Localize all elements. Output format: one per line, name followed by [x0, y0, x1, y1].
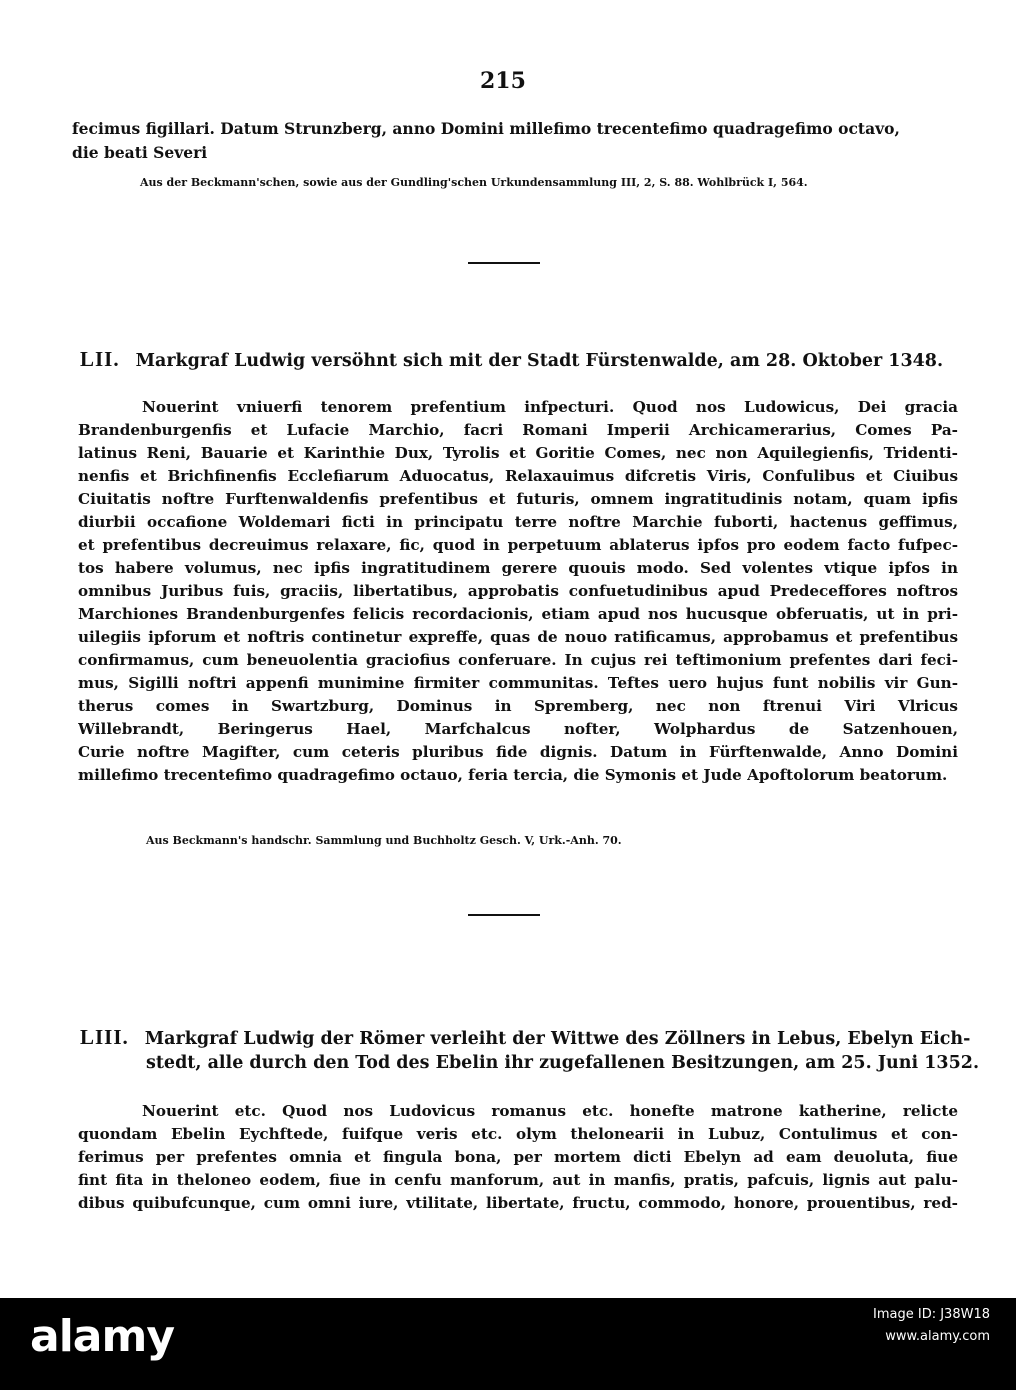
text-line: omnibus Juribus fuis, graciis, libertatibus, approbatis confuetudinibus apud Predeceffores noftros [78, 582, 958, 600]
section-liii-body [78, 1100, 958, 1215]
text-line: diurbii occafione Woldemari ficti in principatu terre noftre Marchie fuborti, hactenus geffimus, [78, 513, 958, 531]
divider-rule [468, 262, 540, 264]
text-line: millefimo trecentefimo quadragefimo octauo, feria tercia, die Symonis et Jude Apoftolorum beatorum. [78, 766, 948, 784]
top-text-line-2: die beati Severi [72, 143, 208, 162]
text-line: fint fita in theloneo eodem, fiue in cenfu manforum, aut in manfis, pratis, pafcuis, lignis aut palu- [78, 1171, 958, 1189]
section-lii-title: Markgraf Ludwig versöhnt sich mit der Stadt Fürstenwalde, am 28. Oktober 1348. [135, 351, 944, 371]
top-text-line-1: fecimus figillari. Datum Strunzberg, anno Domini millefimo trecentefimo quadragefimo octavo, [72, 119, 900, 138]
section-liii-number: LIII. [80, 1025, 129, 1049]
text-line: Curie noftre Magifter, cum ceteris pluribus fide dignis. Datum in Fürftenwalde, Anno Domini [78, 743, 958, 761]
text-line: nenfis et Brichfinenfis Ecclefiarum Aduocatus, Relaxauimus difcretis Viris, Confulibus et Ciuibus [78, 467, 958, 485]
section-lii-body [78, 396, 958, 787]
text-line: Ciuitatis noftre Furftenwaldenfis prefentibus et futuris, omnem ingratitudinis notam, quam ipfis [78, 490, 958, 508]
section-lii-number: LII. [80, 347, 120, 371]
text-line: Marchiones Brandenburgenfes felicis recordacionis, etiam apud nos hucusque obferuatis, ut in pri- [78, 605, 958, 623]
text-line: Nouerint vniuerfi tenorem prefentium infpecturi. Quod nos Ludowicus, Dei gracia [142, 398, 958, 416]
text-line: ferimus per prefentes omnia et fingula bona, per mortem dicti Ebelyn ad eam deuoluta, fiue [78, 1148, 958, 1166]
section-lii-source-note: Aus Beckmann's handschr. Sammlung und Buchholtz Gesch. V, Urk.-Anh. 70. [146, 834, 622, 847]
text-line: mus, Sigilli noftri appenfi munimine firmiter communitas. Teftes uero hujus funt nobilis vir Gun- [78, 674, 958, 692]
text-line: tos habere volumus, nec ipfis ingratitudinem gerere quouis modo. Sed volentes vtique ipfos in [78, 559, 958, 577]
page-number: 215 [480, 68, 526, 94]
section-liii-heading [80, 1024, 971, 1052]
text-line: quondam Ebelin Eychftede, fuifque veris etc. olym thelonearii in Lubuz, Contulimus et con- [78, 1125, 958, 1143]
site-url: www.alamy.com [885, 1329, 990, 1344]
section-lii-heading [80, 346, 946, 374]
divider-rule [468, 914, 540, 916]
text-line: therus comes in Swartzburg, Dominus in Spremberg, nec non ftrenui Viri Vlricus [78, 697, 958, 715]
alamy-logo: alamy [30, 1311, 174, 1362]
section-liii-title-line-1: Markgraf Ludwig der Römer verleiht der Wittwe des Zöllners in Lebus, Ebelyn Eich- [144, 1029, 971, 1049]
text-line: Willebrandt, Beringerus Hael, Marfchalcus nofter, Wolphardus de Satzenhouen, [78, 720, 958, 738]
text-line: dibus quibufcunque, cum omni iure, vtilitate, libertate, fructu, commodo, honore, prouentibus, red- [78, 1194, 958, 1212]
text-line: confirmamus, cum beneuolentia graciofius conferuare. In cujus rei teftimonium prefentes dari feci- [78, 651, 958, 669]
text-line: latinus Reni, Bauarie et Karinthie Dux, Tyrolis et Goritie Comes, nec non Aquilegienfis, Tridenti- [78, 444, 958, 462]
text-line: et prefentibus decreuimus relaxare, fic, quod in perpetuum ablaterus ipfos pro eodem facto fufpec- [78, 536, 958, 554]
text-line: uilegiis ipforum et noftris continetur expreffe, quas de nouo ratificamus, approbamus et prefentibus [78, 628, 958, 646]
top-source-note: Aus der Beckmann'schen, sowie aus der Gundling'schen Urkundensammlung III, 2, S. 88. Wohlbrück I, 564. [140, 176, 808, 189]
section-liii-title-line-2: stedt, alle durch den Tod des Ebelin ihr zugefallenen Besitzungen, am 25. Juni 1352. [146, 1053, 980, 1073]
watermark-info [873, 1304, 990, 1348]
text-line: Nouerint etc. Quod nos Ludovicus romanus etc. honefte matrone katherine, relicte [142, 1102, 958, 1120]
text-line: Brandenburgenfis et Lufacie Marchio, facri Romani Imperii Archicamerarius, Comes Pa- [78, 421, 958, 439]
image-id-label: Image ID: J38W18 [873, 1307, 990, 1322]
